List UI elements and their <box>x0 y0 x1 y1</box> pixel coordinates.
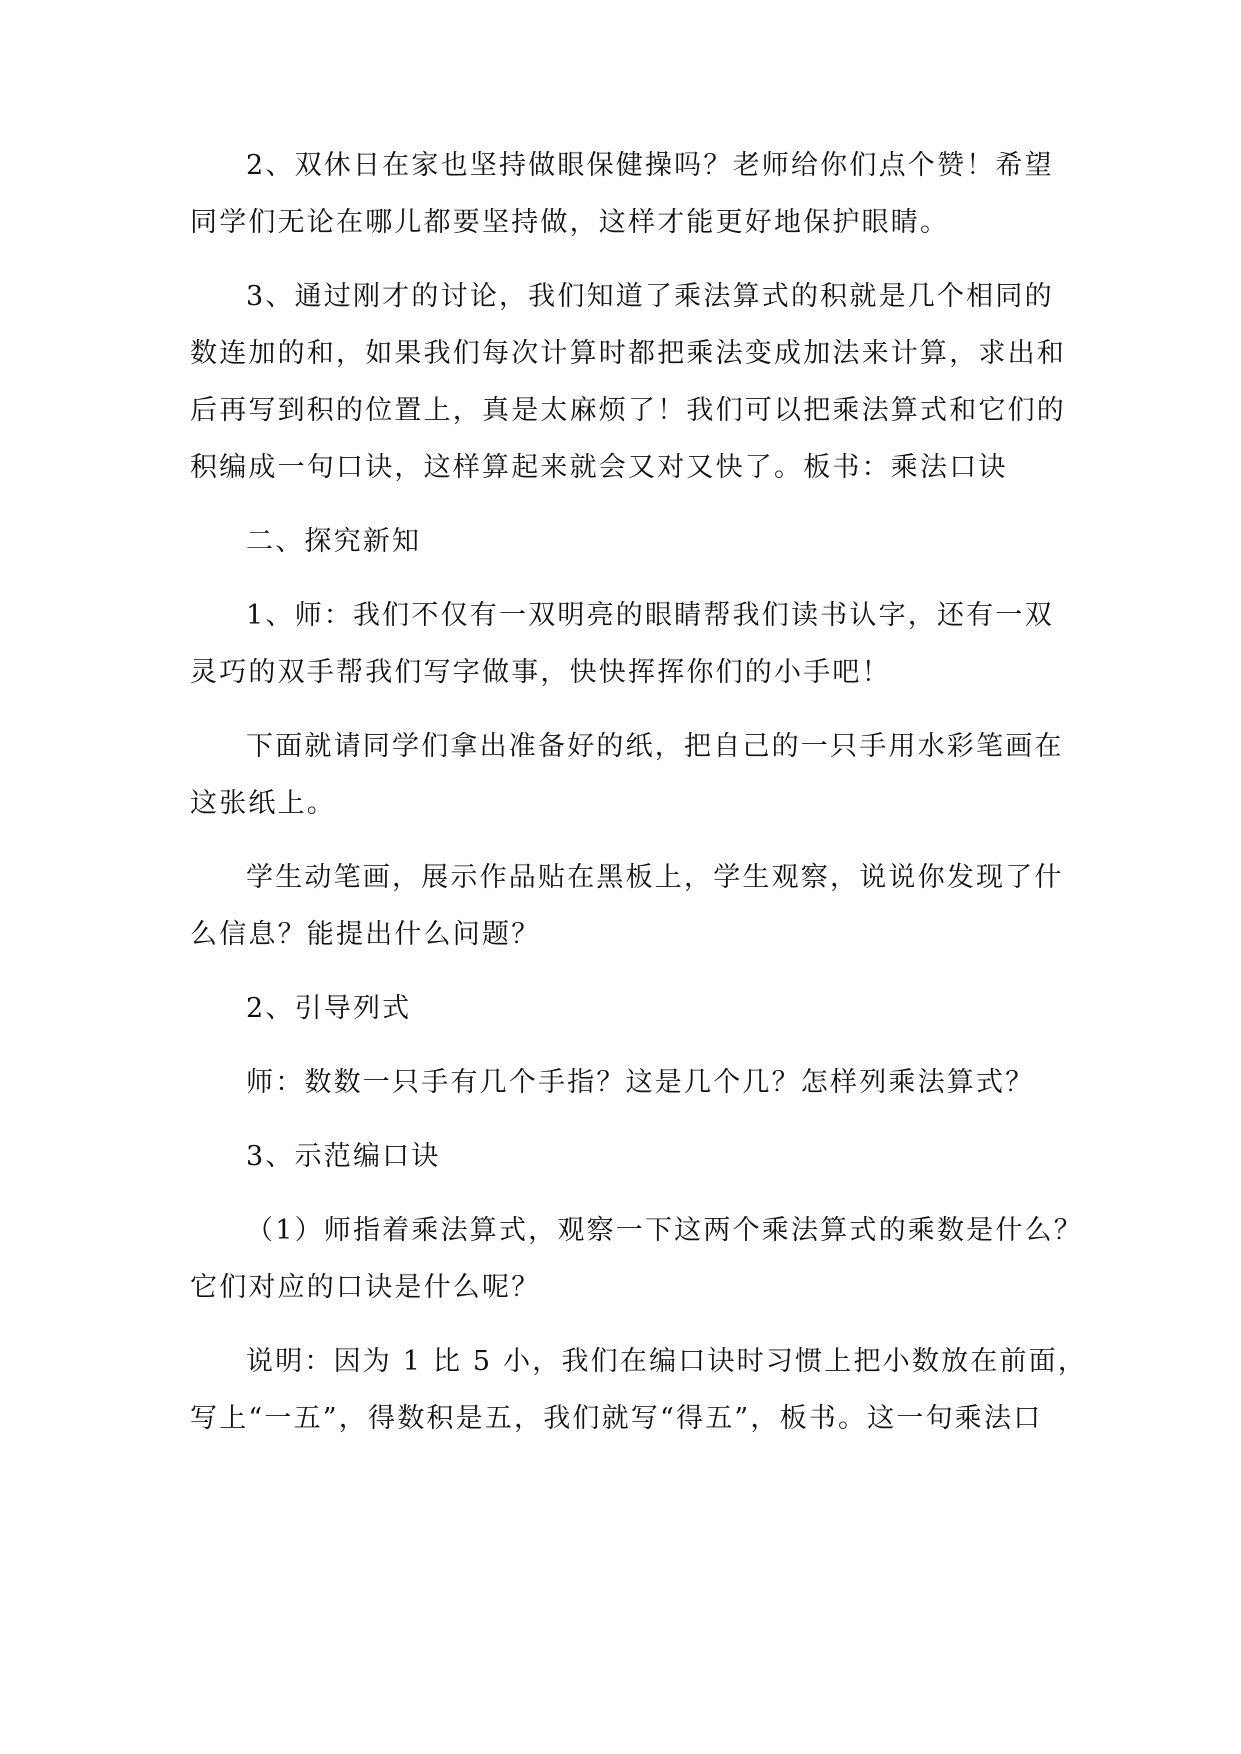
text-line: 1、师：我们不仅有一双明亮的眼睛帮我们读书认字，还有一双 <box>246 600 1054 631</box>
text-line: 师：数数一只手有几个手指？这是几个几？怎样列乘法算式？ <box>246 1067 1035 1098</box>
text-line: 这张纸上。 <box>190 788 336 819</box>
subsection-heading: 3、示范编口诀 <box>246 1141 441 1172</box>
text-line: 下面就请同学们拿出准备好的纸，把自己的一只手用水彩笔画在 <box>246 731 1064 762</box>
text-line: 灵巧的双手帮我们写字做事，快快挥挥你们的小手吧！ <box>190 657 891 688</box>
text-line: 说明：因为 1 比 5 小，我们在编口诀时习惯上把小数放在前面， <box>246 1346 1088 1377</box>
text-line: 么信息？能提出什么问题？ <box>190 919 541 950</box>
text-line: 它们对应的口诀是什么呢？ <box>190 1272 541 1303</box>
text-line: 积编成一句口诀，这样算起来就会又对又快了。板书：乘法口诀 <box>190 452 1008 483</box>
text-line: 同学们无论在哪儿都要坚持做，这样才能更好地保护眼睛。 <box>190 207 950 238</box>
text-line: 3、通过刚才的讨论，我们知道了乘法算式的积就是几个相同的 <box>246 281 1054 312</box>
section-heading: 二、探究新知 <box>246 526 422 557</box>
text-line: 后再写到积的位置上，真是太麻烦了！我们可以把乘法算式和它们的 <box>190 395 1066 426</box>
text-line: 学生动笔画，展示作品贴在黑板上，学生观察，说说你发现了什 <box>246 862 1064 893</box>
text-line: 数连加的和，如果我们每次计算时都把乘法变成加法来计算，求出和 <box>190 338 1066 369</box>
text-line: （1）师指着乘法算式，观察一下这两个乘法算式的乘数是什么？ <box>246 1215 1083 1246</box>
text-line: 2、双休日在家也坚持做眼保健操吗？老师给你们点个赞！希望 <box>246 150 1054 181</box>
text-line: 写上“一五”，得数积是五，我们就写“得五”，板书。这一句乘法口 <box>190 1403 1043 1434</box>
subsection-heading: 2、引导列式 <box>246 993 412 1024</box>
